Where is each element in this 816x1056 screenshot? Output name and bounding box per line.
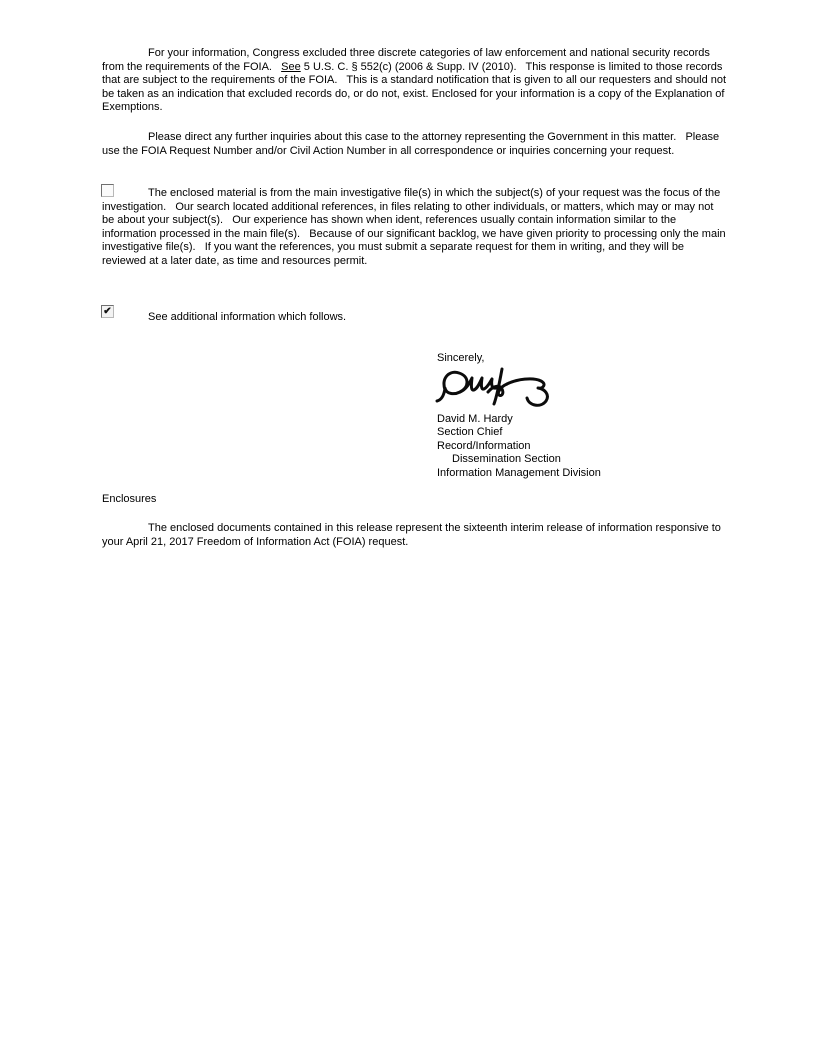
closing-block [437,352,717,481]
signer-org-line3: Information Management Division [437,466,601,479]
signature-area [437,366,717,413]
paragraph-main-files: The enclosed material is from the main investigative file(s) in which the subject(s) of your request was the focus of the investigation. Our search located additional references, in files relating to other individuals, or matters, which may or may not be about your subject(s). Our experience has shown when ident, references usually contain information similar to the information processed in the main file(s). Because of our significant backlog, we have given priority to processing only the main investigative file(s). If you want the references, you must submit a separate request for them in writing, and they will be reviewed at a later date, as time and resources permit. [102,187,729,267]
paragraph-release: The enclosed documents contained in this release represent the sixteenth interim release of information responsive to your April 21, 2017 Freedom of Information Act (FOIA) request. [102,522,724,548]
exclusions-text-after-see: 5 U.S. C. § 552(c) (2006 & Supp. IV (2010). This response is limited to those records that are subject to the requirements of the FOIA. This is a standard notification that is given to all our requesters and should not be taken as an indication that excluded records do, or do not, exist. Enclosed for your information is a copy of the Explanation of Exemptions. [102,60,730,114]
see-citation-label: See [281,60,301,73]
signer-title: Section Chief [437,426,503,439]
paragraph-exclusions [102,47,730,115]
paragraph-inquiries: Please direct any further inquiries about this case to the attorney representing the Government in this matter. Please use the FOIA Request Number and/or Civil Action Number in all correspondence or inquiries concerning your request. [102,131,723,157]
see-additional-info-line: See additional information which follows. [148,311,347,323]
exclusions-text-before-see: For your information, Congress excluded three discrete categories of law enforcement and national security records from the requirements of the FOIA. [102,47,713,73]
signer-org-line1: Record/Information [437,439,531,452]
checkmark-icon: ✔ [103,306,112,317]
salutation: Sincerely, [437,352,485,364]
signer-name: David M. Hardy [437,412,513,425]
enclosures-label: Enclosures [102,493,157,505]
signer-org-line2: Dissemination Section [452,453,561,466]
signature-image [435,367,565,413]
